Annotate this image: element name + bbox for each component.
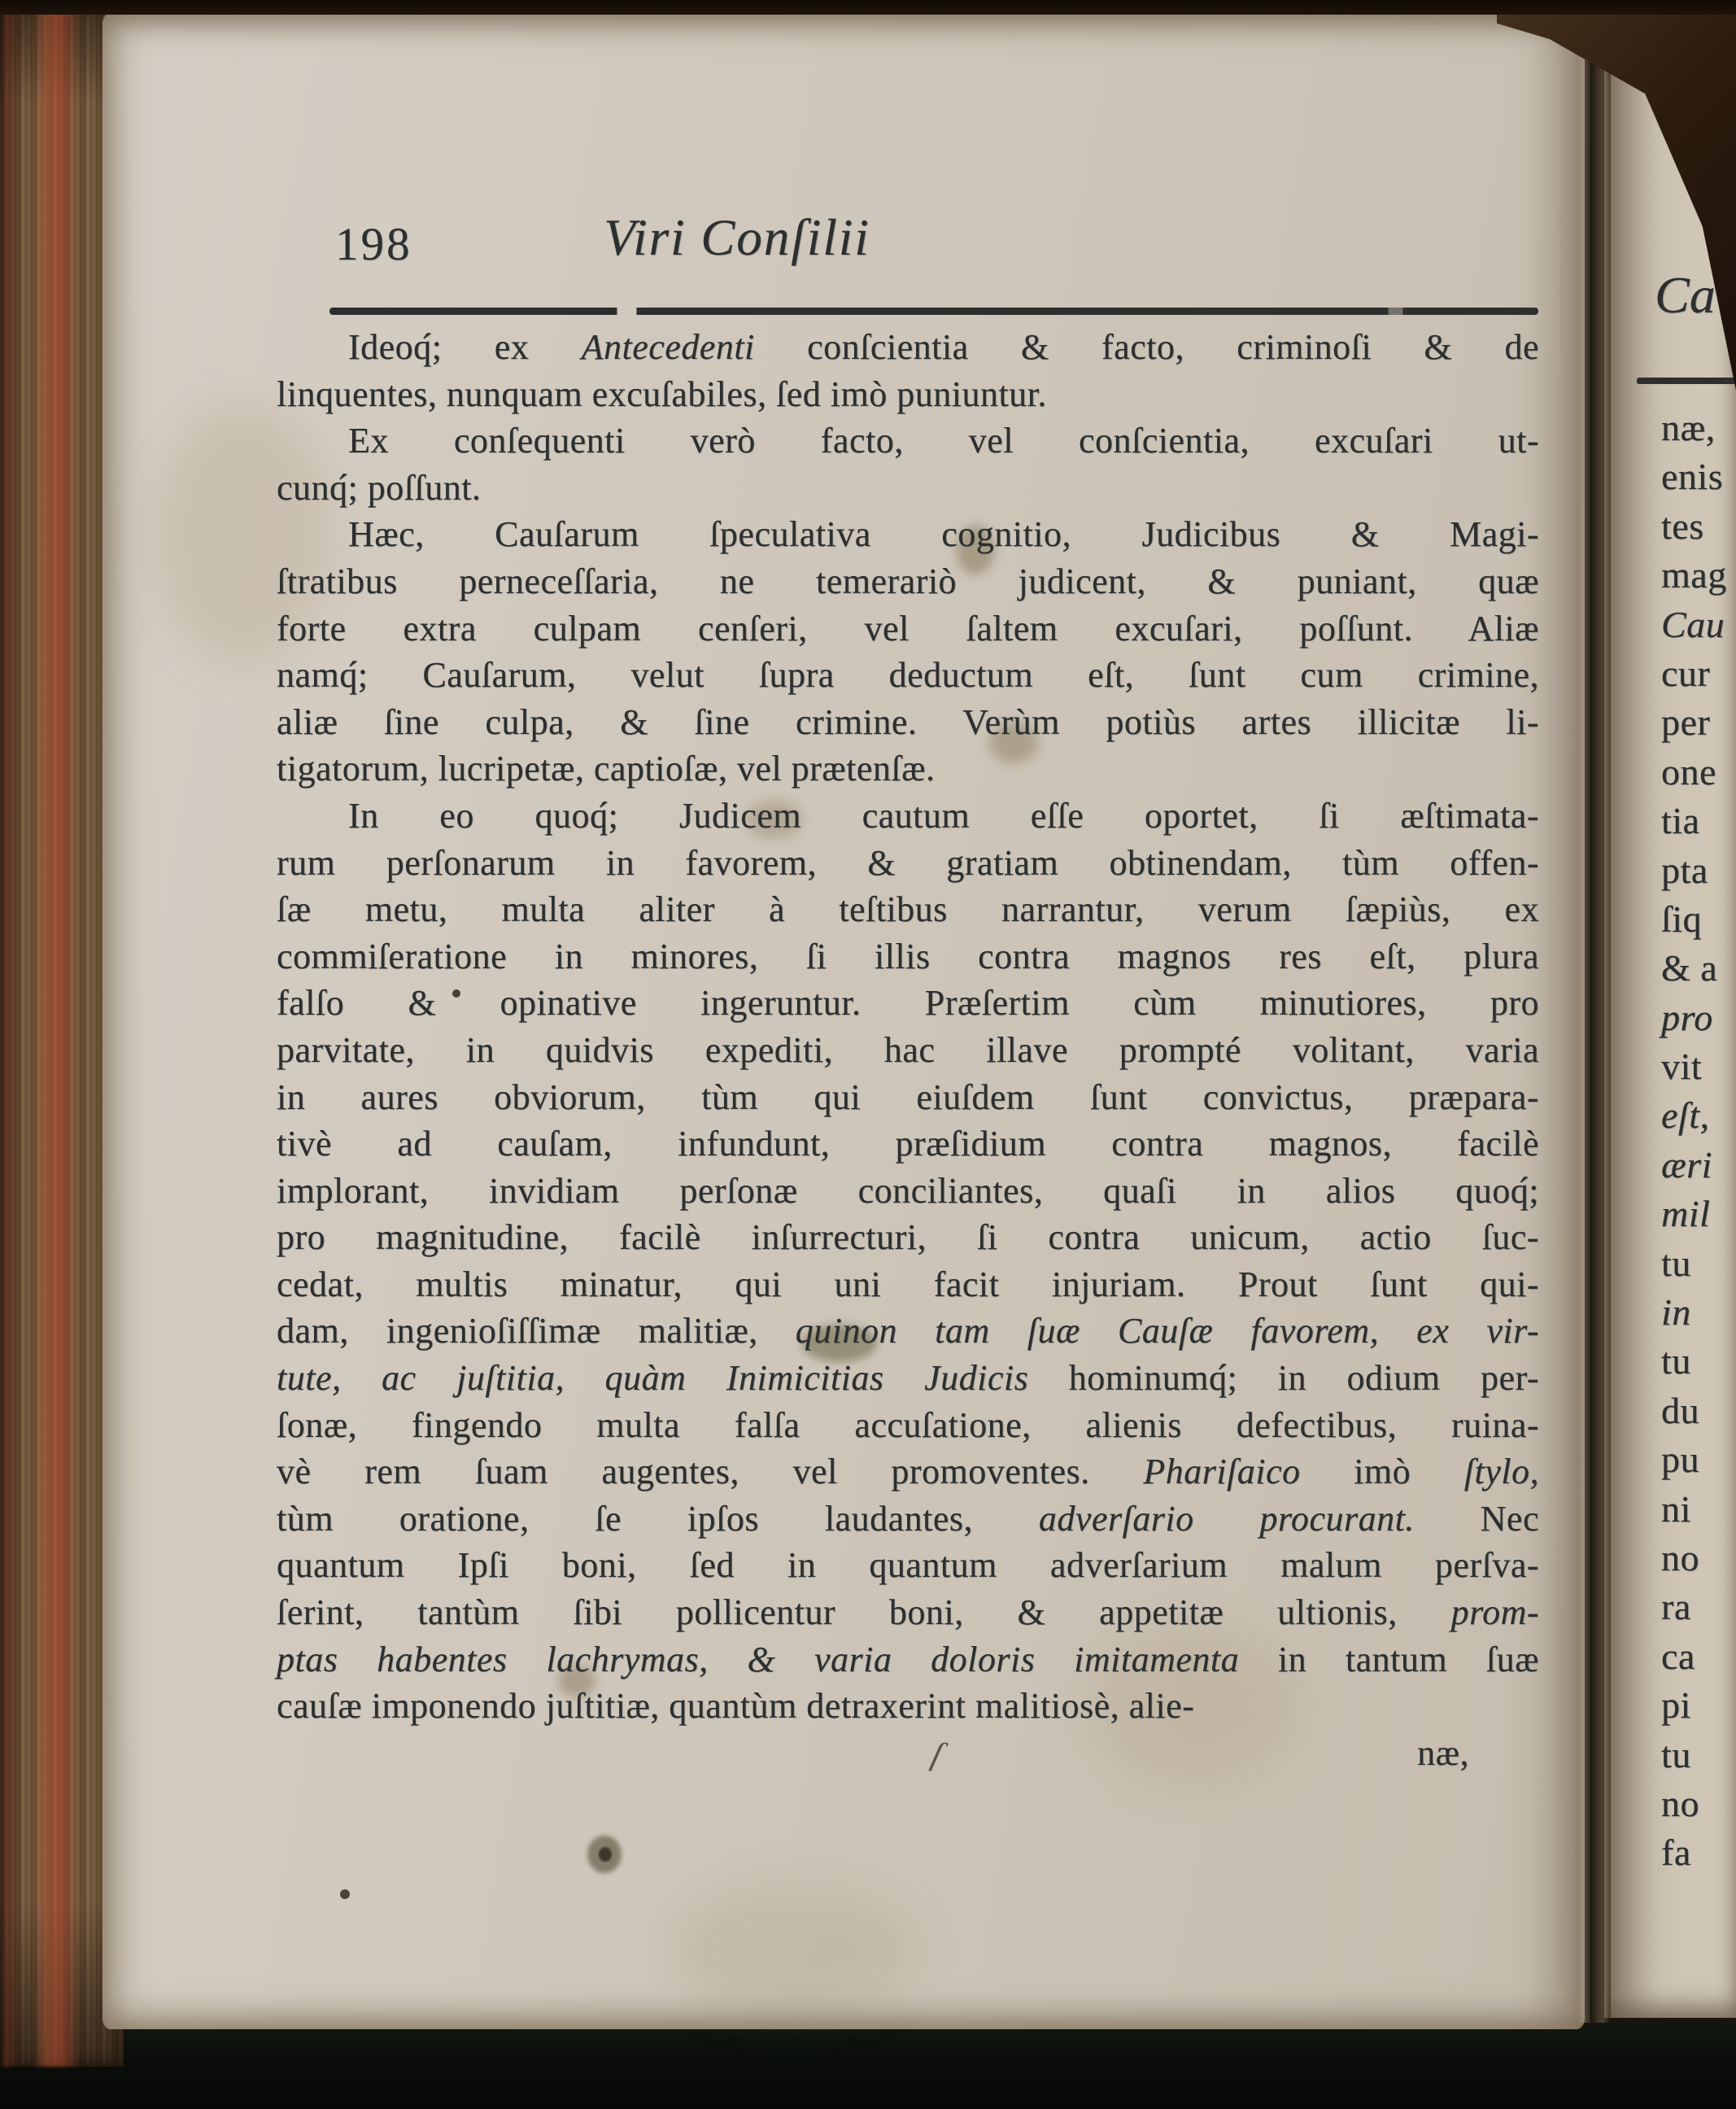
text-line: cunq́; poſſunt. — [277, 467, 482, 508]
text-line: tùm oratione, ſe ipſos laudantes, adverſario procurant. Nec — [277, 1498, 1539, 1539]
right-page-text-fragment: mag — [1661, 554, 1727, 596]
text-line: ſtratibus perneceſſaria, ne temerariò judicent, & puniant, quæ — [277, 561, 1539, 601]
text-line: linquentes, nunquam excuſabiles, ſed imò puniuntur. — [277, 373, 1047, 414]
right-page-text-fragment: næ, — [1661, 407, 1716, 448]
text-line: Hæc, Cauſarum ſpeculativa cognitio, Judicibus & Magi- — [348, 514, 1539, 555]
right-page-text-fragment: pro — [1661, 996, 1713, 1038]
gutter-shadow — [1578, 13, 1611, 2023]
text-line: In eo quoq́; Judicem cautum eſſe oportet, ſi æſtimata- — [348, 795, 1539, 836]
text-line: vè rem ſuam augentes, vel promoventes. Phariſaico imò ſtylo, — [277, 1452, 1539, 1492]
right-page-text-fragment: tu — [1661, 1733, 1691, 1775]
text-line: falſo & opinative ingeruntur. Præſertim cùm minutiores, pro — [277, 983, 1539, 1024]
text-line: in aures obviorum, tùm qui eiuſdem ſunt convictus, præpara- — [277, 1076, 1539, 1117]
text-line: cedat, multis minatur, qui uni facit injuriam. Prout ſunt qui- — [277, 1264, 1539, 1304]
text-line: ſonæ, fingendo multa falſa accuſatione, alienis defectibus, ruina- — [277, 1404, 1539, 1445]
right-page-text-fragment: tes — [1661, 504, 1704, 547]
right-page-text-fragment: tu — [1661, 1340, 1691, 1382]
text-line: rum perſonarum in favorem, & gratiam obtinendam, tùm offen- — [277, 842, 1539, 883]
text-line: commiſeratione in minores, ſi illis contra magnos res eſt, plura — [277, 936, 1539, 976]
text-line: tute, ac juſtitia, quàm Inimicitias Judicis hominumq́; in odium per- — [277, 1358, 1539, 1399]
ink-spot — [340, 1889, 350, 1899]
right-page-text-fragment: ni — [1661, 1487, 1691, 1530]
page-number: 198 — [335, 219, 412, 270]
right-page-text-fragment: cur — [1661, 652, 1711, 694]
right-page-text-fragment: mil — [1661, 1193, 1711, 1235]
right-page-text-fragment: eſt, — [1661, 1094, 1710, 1137]
right-page-text-fragment: du — [1661, 1389, 1699, 1431]
body-text-block — [277, 324, 1539, 1776]
text-line: Ideoq́; ex Antecedenti conſcientia & facto, criminoſi & de — [348, 327, 1540, 367]
header-rule — [329, 308, 1538, 315]
text-line: ſæ metu, multa aliter à teſtibus narrantur, verum ſæpiùs, ex — [277, 889, 1539, 930]
right-page-text-fragment: pta — [1661, 849, 1708, 891]
right-page-text-fragment: ca — [1661, 1635, 1695, 1677]
text-line: pro magnitudine, facilè inſurrecturi, ſi contra unicum, actio ſuc- — [277, 1217, 1539, 1258]
right-page-text-fragment: fa — [1661, 1832, 1691, 1874]
text-line: ptas habentes lachrymas, & varia doloris imitamenta in tantum ſuæ — [277, 1639, 1539, 1679]
text-line: namq́; Cauſarum, velut ſupra deductum eſt, ſunt cum crimine, — [277, 655, 1539, 696]
right-page-text-fragment: enis — [1661, 456, 1724, 498]
text-line: implorant, invidiam perſonæ conciliantes, quaſi in alios quoq́; — [277, 1170, 1539, 1211]
right-page-text-fragment: & a — [1661, 947, 1718, 989]
ink-flourish: ſ — [927, 1735, 947, 1774]
text-line: dam, ingenioſiſſimæ malitiæ, quinon tam ſuæ Cauſæ favorem, ex vir- — [277, 1311, 1539, 1351]
right-page-text-fragment: pi — [1661, 1684, 1691, 1727]
right-page-text-fragment: ra — [1661, 1586, 1691, 1628]
right-page-header-rule — [1637, 378, 1736, 384]
text-line: aliæ ſine culpa, & ſine crimine. Verùm potiùs artes illicitæ li- — [277, 701, 1539, 742]
right-page-text-fragment: tia — [1661, 800, 1700, 842]
right-page-running-title: Ca — [1655, 266, 1716, 324]
text-line: tivè ad cauſam, infundunt, præſidium contra magnos, facilè — [277, 1124, 1539, 1164]
catchword-line: næ, — [1417, 1732, 1469, 1773]
right-page-text-fragment: pu — [1661, 1439, 1699, 1481]
fore-edge-red-streak — [33, 0, 80, 2067]
right-page-text-fragment: æri — [1661, 1143, 1712, 1185]
right-page-text-fragment: no — [1661, 1782, 1699, 1824]
right-page-sliver — [1604, 21, 1736, 2018]
right-page-text-fragment: in — [1661, 1291, 1691, 1334]
right-page-text-fragment: one — [1661, 750, 1716, 793]
paper-stain — [672, 1884, 916, 2015]
fore-edge-red-streak-faint — [3, 0, 21, 2067]
right-page-text-fragment: tu — [1661, 1242, 1691, 1284]
text-line: forte extra culpam cenſeri, vel ſaltem excuſari, poſſunt. Aliæ — [277, 608, 1539, 648]
text-line: quantum Ipſi boni, ſed in quantum adverſarium malum perſva- — [277, 1545, 1539, 1586]
right-page-text-fragment: ſiq — [1661, 897, 1703, 940]
right-page-text-fragment: vit — [1661, 1046, 1703, 1088]
text-line: tigatorum, lucripetæ, captioſæ, vel prætenſæ. — [277, 749, 936, 789]
table-surface — [0, 2023, 1736, 2109]
text-line: Ex conſequenti verò facto, vel conſcientia, excuſari ut- — [348, 421, 1539, 461]
book-top-edge — [0, 0, 1736, 15]
right-page-text-column — [1661, 404, 1736, 1878]
text-line: cauſæ imponendo juſtitiæ, quantùm detraxerint malitiosè, alie- — [277, 1686, 1195, 1727]
ink-spot — [599, 1847, 612, 1862]
right-page-text-fragment: Cau — [1661, 603, 1725, 645]
right-page-text-fragment: per — [1661, 701, 1711, 744]
left-page — [103, 13, 1585, 2029]
text-line: parvitate, in quidvis expediti, hac illave prompté volitant, varia — [277, 1029, 1539, 1070]
right-page-text-fragment: no — [1661, 1536, 1699, 1578]
running-title: Viri Conſilii — [604, 209, 870, 266]
text-line: ſerint, tantùm ſibi pollicentur boni, & appetitæ ultionis, prom- — [277, 1592, 1539, 1633]
